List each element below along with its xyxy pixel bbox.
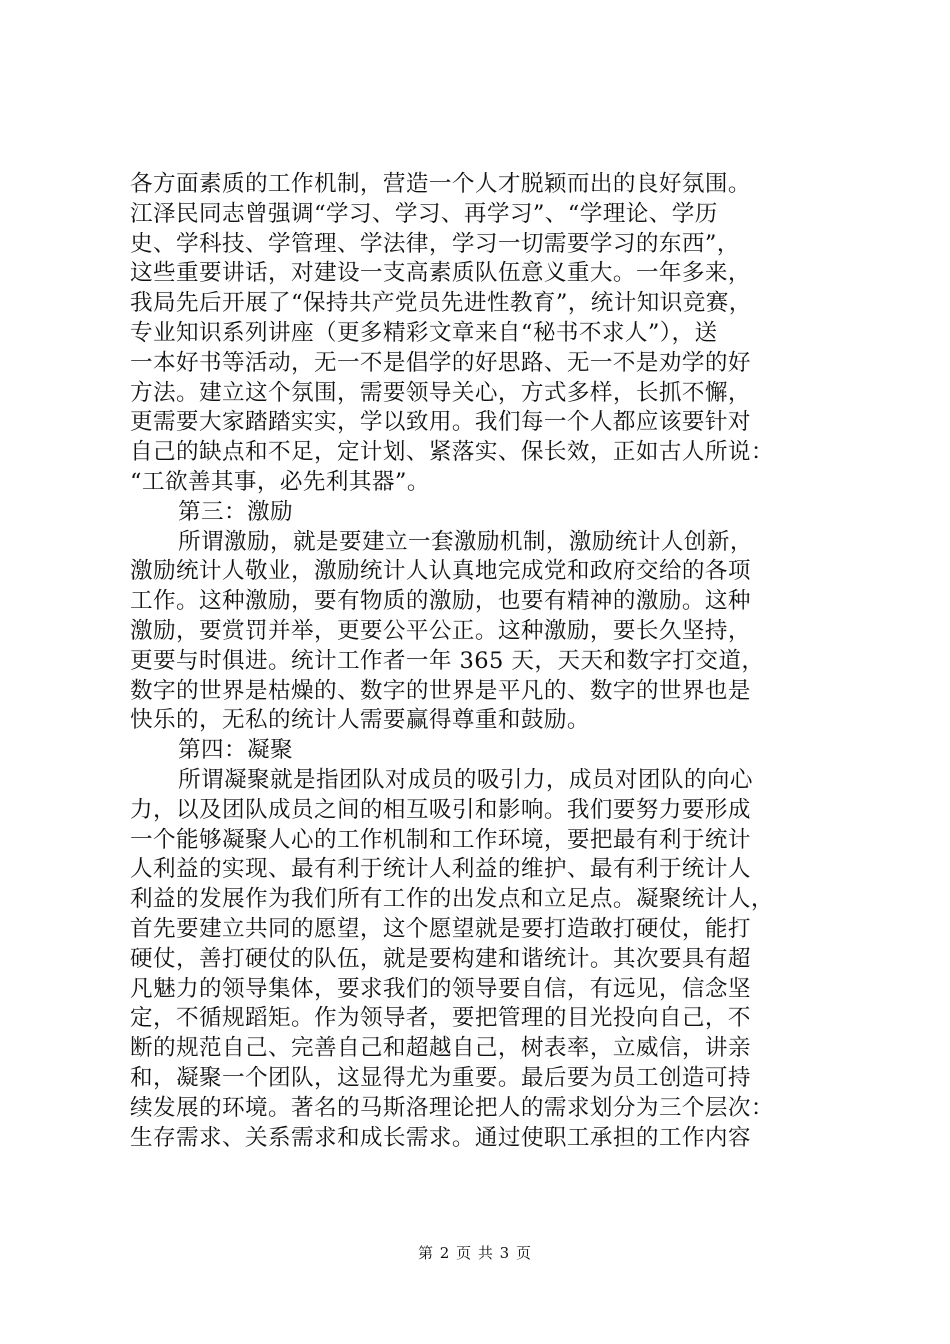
text-line: 续发展的环境。著名的马斯洛理论把人的需求划分为三个层次：: [130, 1094, 774, 1121]
text-line: 专业知识系列讲座（更多精彩文章来自“秘书不求人”），送: [130, 319, 718, 346]
text-line: 这些重要讲话，对建设一支高素质队伍意义重大。一年多来，: [130, 260, 751, 287]
text-line: 更要与时俱进。统计工作者一年 365 天，天天和数字打交道，: [130, 647, 765, 674]
text-line: 我局先后开展了“保持共产党员先进性教育”，统计知识竞赛，: [130, 290, 752, 317]
text-line: 首先要建立共同的愿望，这个愿望就是要打造敢打硬仗，能打: [130, 915, 751, 942]
text-line: 更需要大家踏踏实实，学以致用。我们每一个人都应该要针对: [130, 409, 751, 436]
text-line: 人利益的实现、最有利于统计人利益的维护、最有利于统计人: [130, 856, 751, 883]
text-line: 力，以及团队成员之间的相互吸引和影响。我们要努力要形成: [130, 796, 751, 823]
text-line: 快乐的，无私的统计人需要赢得尊重和鼓励。: [130, 707, 590, 734]
text-line: 和，凝聚一个团队，这显得尤为重要。最后要为员工创造可持: [130, 1064, 751, 1091]
text-line: 数字的世界是枯燥的、数字的世界是平凡的、数字的世界也是: [130, 677, 751, 704]
text-line: 自己的缺点和不足，定计划、紧落实、保长效，正如古人所说：: [130, 439, 774, 466]
page-number-footer: 第 2 页 共 3 页: [418, 1244, 532, 1262]
section-heading: 第三：激励: [178, 498, 293, 525]
text-line: 凡魅力的领导集体，要求我们的领导要自信，有远见，信念坚: [130, 975, 751, 1002]
text-line: 方法。建立这个氛围，需要领导关心，方式多样，长抓不懈，: [130, 379, 751, 406]
text-line: 工作。这种激励，要有物质的激励，也要有精神的激励。这种: [130, 588, 751, 615]
text-line: 断的规范自己、完善自己和超越自己，树表率，立威信，讲亲: [130, 1035, 751, 1062]
text-line: 生存需求、关系需求和成长需求。通过使职工承担的工作内容: [130, 1124, 751, 1151]
document-body: [130, 170, 840, 1153]
text-line: 史、学科技、学管理、学法律，学习一切需要学习的东西”，: [130, 230, 740, 257]
text-line: 定，不循规蹈矩。作为领导者，要把管理的目光投向自己，不: [130, 1005, 751, 1032]
text-line: 激励，要赏罚并举，更要公平公正。这种激励，要长久坚持，: [130, 617, 751, 644]
text-line: 激励统计人敬业，激励统计人认真地完成党和政府交给的各项: [130, 558, 751, 585]
paragraph-start-line: 所谓凝聚就是指团队对成员的吸引力，成员对团队的向心: [178, 766, 753, 793]
text-line: 一本好书等活动，无一不是倡学的好思路、无一不是劝学的好: [130, 349, 751, 376]
text-line: “工欲善其事，必先利其器”。: [130, 468, 430, 495]
text-line: 各方面素质的工作机制，营造一个人才脱颖而出的良好氛围。: [130, 171, 751, 197]
text-line: 利益的发展作为我们所有工作的出发点和立足点。凝聚统计人，: [130, 886, 774, 913]
text-line: 江泽民同志曾强调“学习、学习、再学习”、“学理论、学历: [130, 200, 718, 227]
section-heading: 第四：凝聚: [178, 737, 293, 764]
text-line: 一个能够凝聚人心的工作机制和工作环境，要把最有利于统计: [130, 826, 751, 853]
paragraph-start-line: 所谓激励，就是要建立一套激励机制，激励统计人创新，: [178, 528, 753, 555]
text-line: 硬仗，善打硬仗的队伍，就是要构建和谐统计。其次要具有超: [130, 945, 751, 972]
